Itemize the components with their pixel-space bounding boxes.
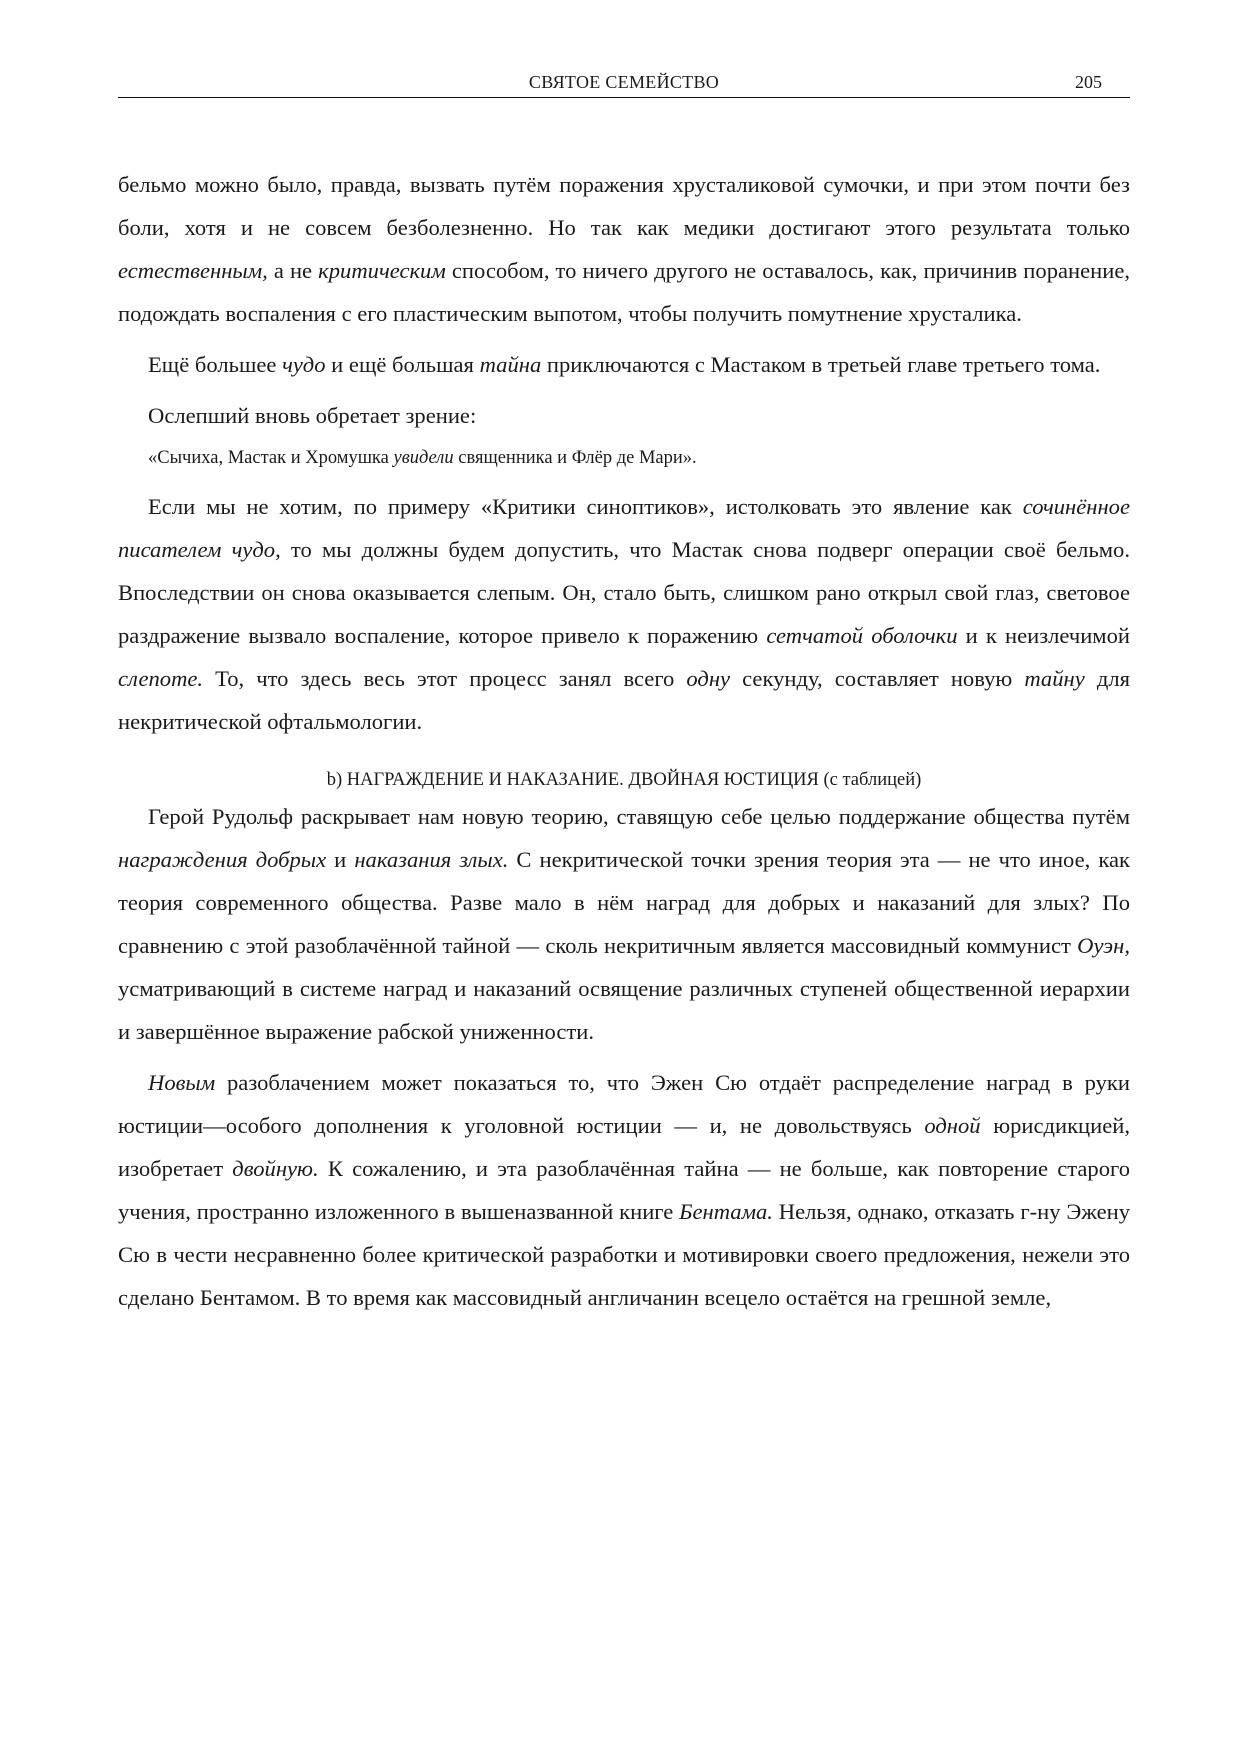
section-heading: b) НАГРАЖДЕНИЕ И НАКАЗАНИЕ. ДВОЙНАЯ ЮСТИЦИЯ (с таблицей)	[326, 770, 922, 790]
text-run: усматривающий в системе наград и наказаний освящение различных ступеней общественной иерархии и завершённое выражение рабской униженности.	[118, 976, 1130, 1044]
italic-text: критическим	[318, 258, 446, 283]
paragraph	[118, 1061, 1130, 1319]
italic-text: увидели	[393, 448, 454, 468]
italic-text: одну	[686, 666, 731, 691]
text-run: Ослепший вновь обретает зрение:	[148, 403, 477, 428]
text-run: К сожалению, и эта разоблачённая тайна — не больше, как повторение старого учения, пространно изложенного в вышеназванной книге	[118, 1156, 1130, 1224]
paragraph	[118, 163, 1130, 335]
paragraph	[118, 394, 1130, 437]
text-run: Герой Рудольф раскрывает нам новую теорию, ставящую себе целью поддержание общества путём	[148, 804, 1130, 829]
italic-text: наказания злых.	[354, 847, 509, 872]
italic-text: награждения добрых	[118, 847, 327, 872]
text-run: С некритической точки зрения теория эта — не что иное, как теория современного общества. Разве мало в нём наград для добрых и наказаний для злых? По сравнению с этой разоблачённой тайной — сколь некритичным является массовидный коммунист	[118, 847, 1130, 958]
text-run: То, что здесь весь этот процесс занял всего	[203, 666, 687, 691]
running-header	[118, 66, 1130, 98]
italic-text: естественным,	[118, 258, 268, 283]
italic-text: сочинённое писателем чудо,	[118, 494, 1130, 562]
text-run: а не	[267, 258, 319, 283]
italic-text: Бентама.	[679, 1199, 773, 1224]
text-run: то мы должны будем допустить, что Мастак снова подверг операции своё бельмо. Впоследствии он снова оказывается слепым. Он, стало быть, слишком рано открыл свой глаз, световое раздражение вызвало воспаление, которое привело к поражению	[118, 537, 1130, 648]
text-run: «Сычиха, Мастак и Хромушка	[148, 448, 394, 468]
text-run: разоблачением может показаться то, что Эжен Сю отдаёт распределение наград в руки юстиции—особого дополнения к уголовной юстиции — и, не довольствуясь	[118, 1070, 1130, 1138]
paragraph	[118, 343, 1130, 386]
text-run: Нельзя, однако, отказать г-ну Эжену Сю в чести несравненно более критической разработки и мотивировки своего предложения, нежели это сделано Бентамом. В то время как массовидный англичанин всецело остаётся на грешной земле,	[118, 1199, 1130, 1310]
page-number: 205	[1075, 72, 1102, 92]
text-run: способом, то ничего другого не оставалось, как, причинив поранение, подождать воспаления с его пластическим выпотом, чтобы получить помутнение хрусталика.	[118, 258, 1130, 326]
body-text	[118, 163, 1130, 1319]
text-run: и к неизлечимой	[957, 623, 1130, 648]
italic-text: тайну	[1024, 666, 1085, 691]
paragraph	[118, 795, 1130, 1053]
italic-text: Новым	[148, 1070, 216, 1095]
text-run: Ещё большее	[148, 352, 283, 377]
text-run: священника и Флёр де Мари».	[453, 448, 697, 468]
italic-text: слепоте.	[118, 666, 204, 691]
quotation	[118, 443, 1130, 473]
text-run: и ещё большая	[325, 352, 480, 377]
italic-text: двойную.	[232, 1156, 319, 1181]
paragraph	[118, 485, 1130, 743]
document-page	[118, 66, 1130, 1319]
text-run: бельмо можно было, правда, вызвать путём поражения хрусталиковой сумочки, и при этом почти без боли, хотя и не совсем безболезненно. Но так как медики достигают этого результата только	[118, 172, 1130, 240]
text-run: для некритической офтальмологии.	[118, 666, 1130, 734]
text-run: и	[326, 847, 355, 872]
text-run: Если мы не хотим, по примеру «Критики синоптиков», истолковать это явление как	[148, 494, 1023, 519]
text-run: юрисдикцией, изобретает	[118, 1113, 1130, 1181]
italic-text: сетчатой оболочки	[766, 623, 958, 648]
italic-text: Оуэн,	[1077, 933, 1130, 958]
text-run: секунду, составляет новую	[730, 666, 1025, 691]
italic-text: чудо	[282, 352, 326, 377]
running-title: СВЯТОЕ СЕМЕЙСТВО	[528, 72, 720, 92]
text-run: приключаются с Мастаком в третьей главе третьего тома.	[541, 352, 1101, 377]
italic-text: одной	[924, 1113, 981, 1138]
italic-text: тайна	[479, 352, 542, 377]
